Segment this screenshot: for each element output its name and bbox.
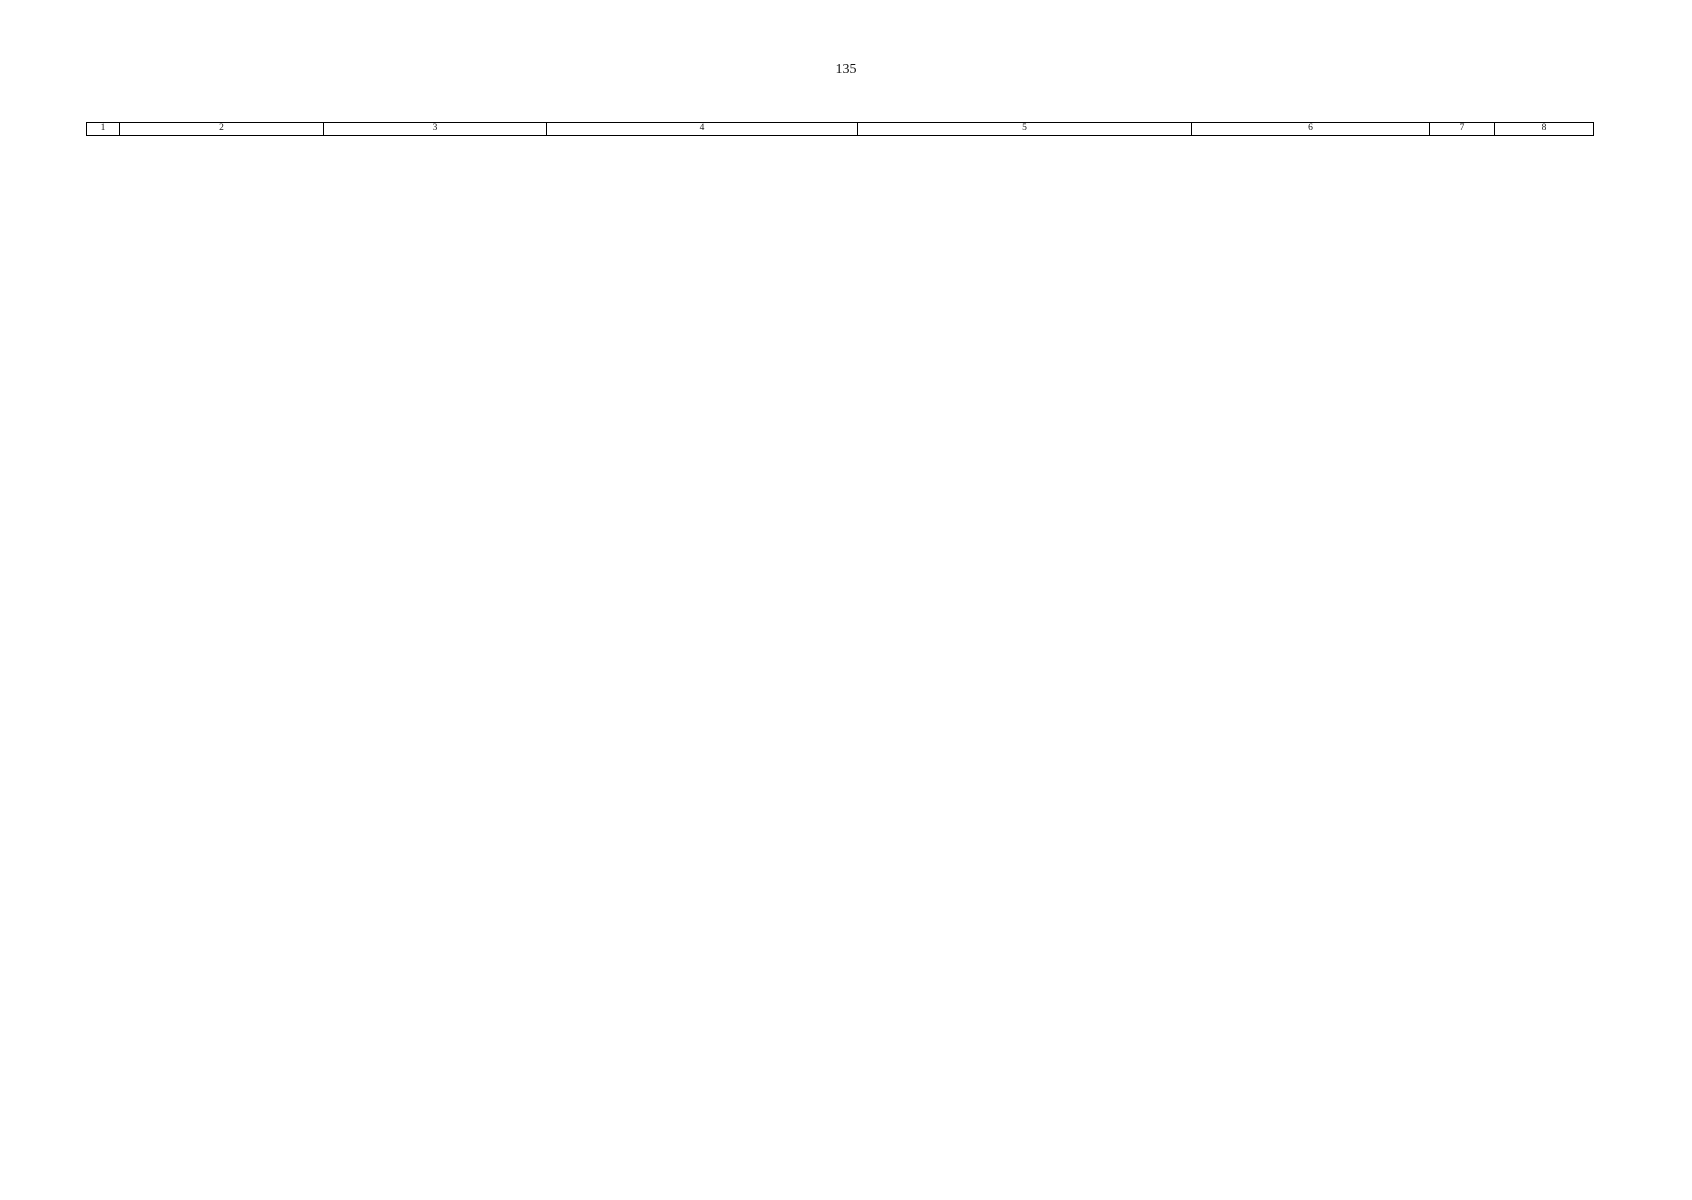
header-cell: 8 xyxy=(1495,123,1594,136)
header-cell: 4 xyxy=(547,123,858,136)
header-cell: 1 xyxy=(87,123,120,136)
data-table xyxy=(86,122,1594,136)
header-cell: 3 xyxy=(324,123,547,136)
header-cell: 7 xyxy=(1430,123,1495,136)
header-cell: 6 xyxy=(1192,123,1430,136)
page-number: 135 xyxy=(835,62,857,77)
header-cell: 5 xyxy=(858,123,1192,136)
table-header-row xyxy=(87,123,1594,136)
header-cell: 2 xyxy=(120,123,324,136)
